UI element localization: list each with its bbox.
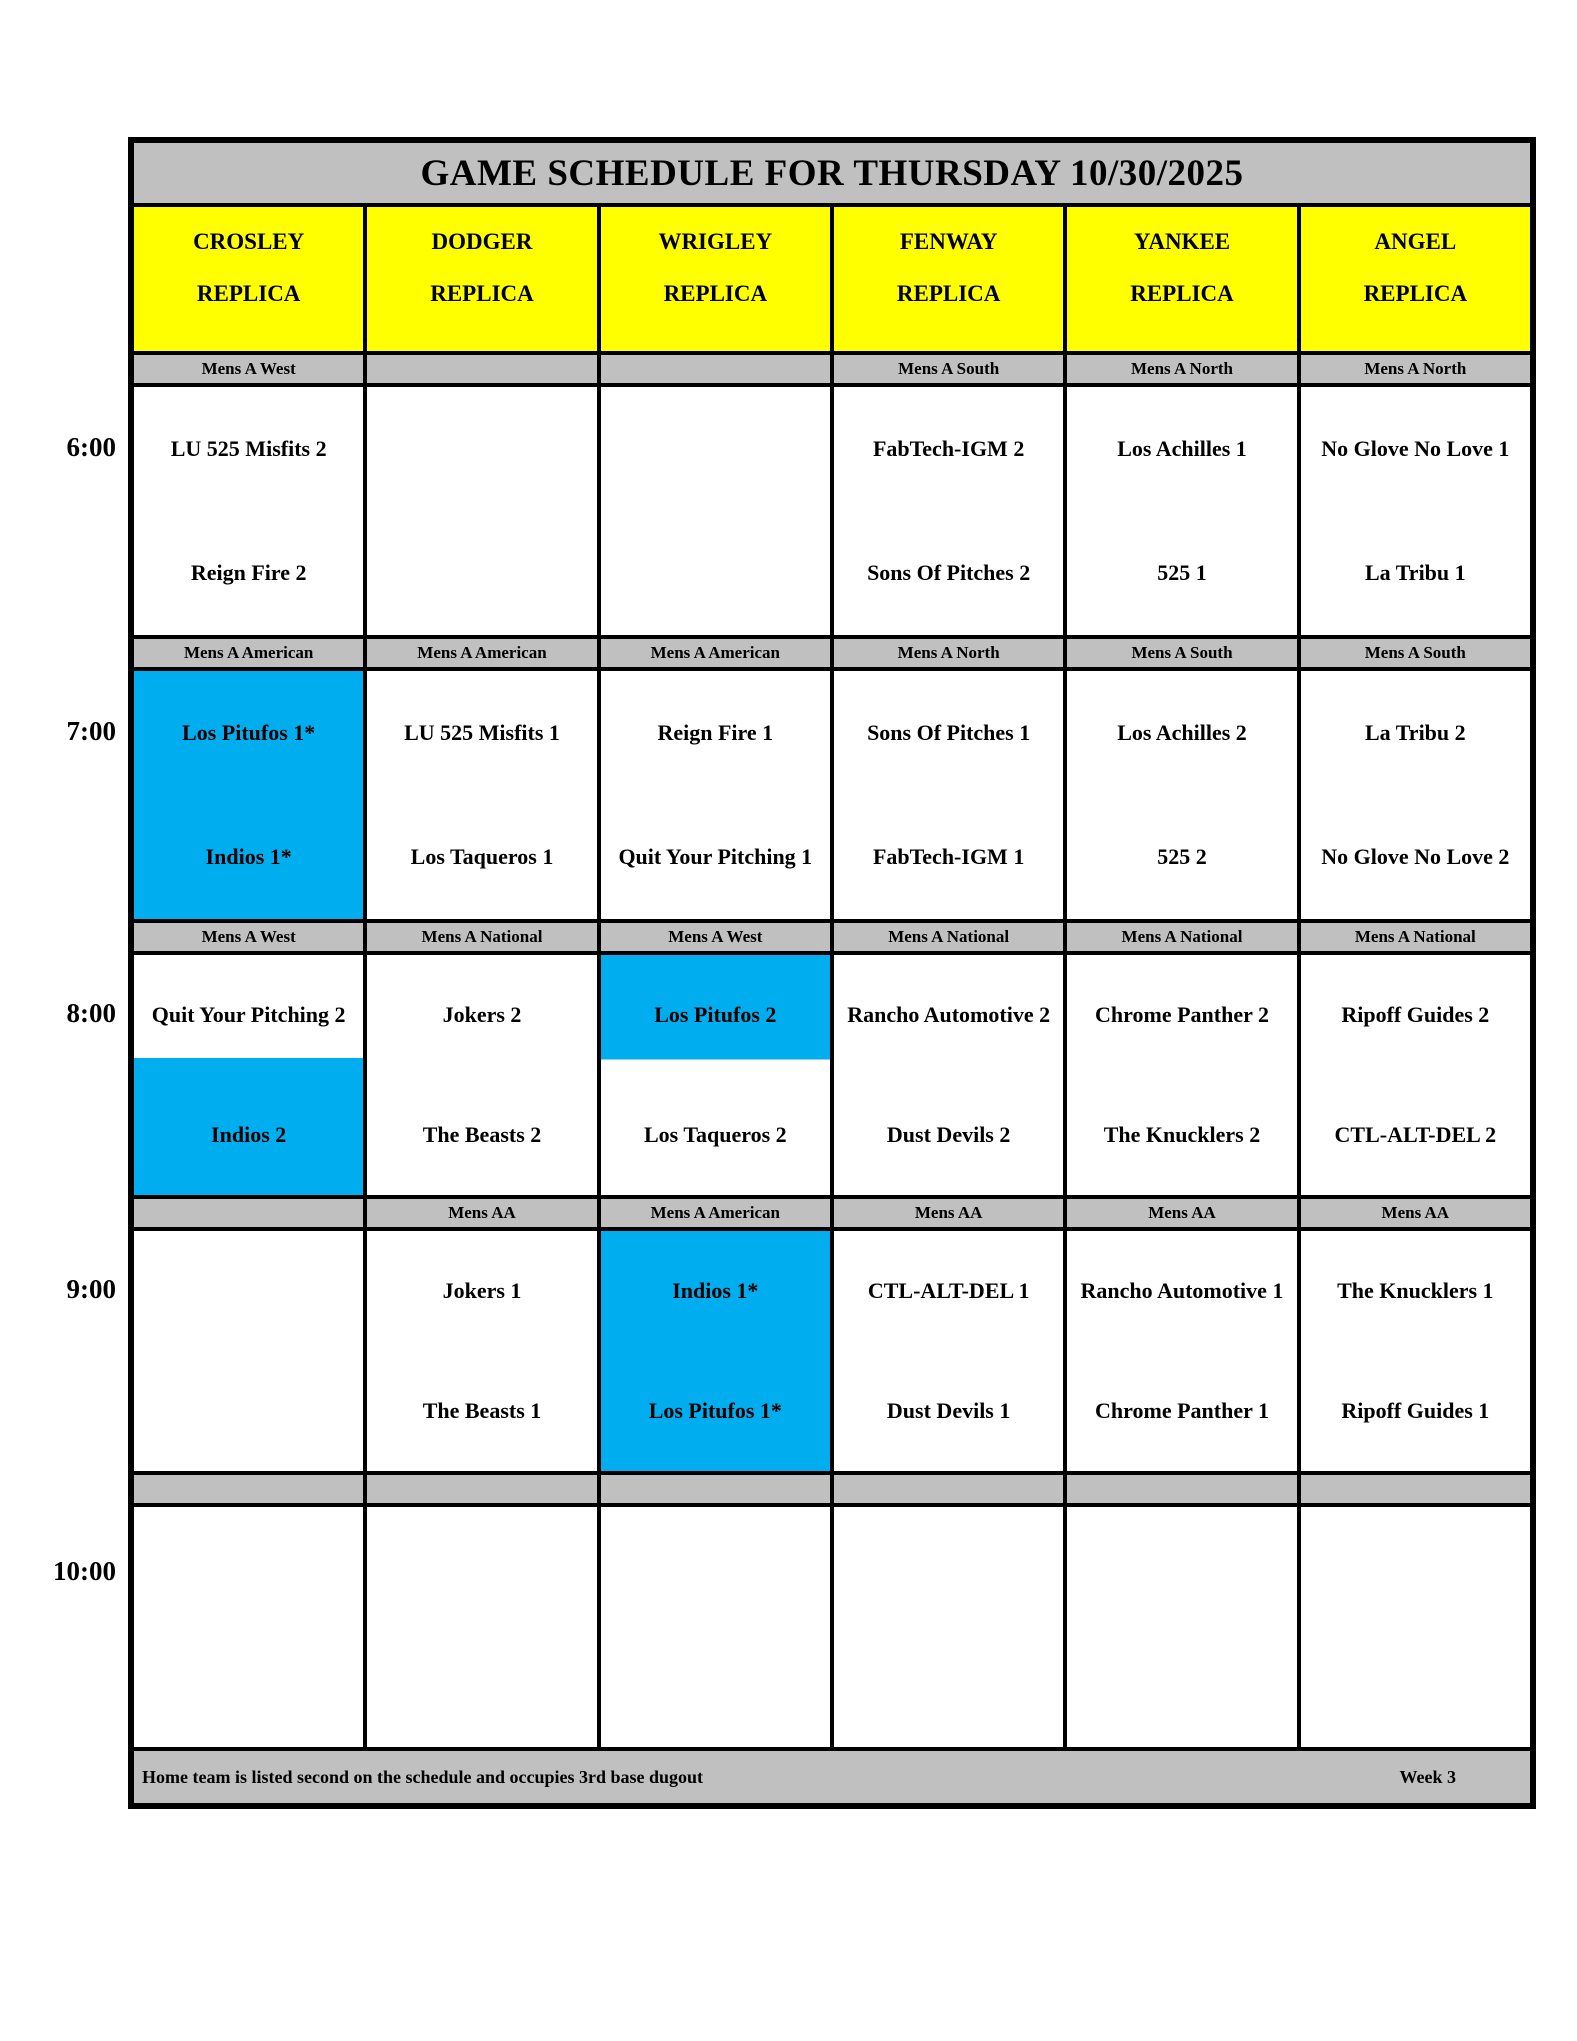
away-team: Sons Of Pitches 1 bbox=[867, 719, 1031, 745]
week-label: Week 3 bbox=[1399, 1766, 1456, 1787]
home-team bbox=[134, 1351, 363, 1471]
away-team: Jokers 1 bbox=[442, 1277, 522, 1303]
home-team: Indios 1* bbox=[205, 843, 292, 869]
field-header-wrigley bbox=[601, 207, 830, 351]
division-cell: Mens AA bbox=[834, 1199, 1063, 1227]
away-team: Rancho Automotive 2 bbox=[847, 1001, 1051, 1027]
game-cell bbox=[1067, 955, 1296, 1195]
game-cell bbox=[1067, 1507, 1296, 1747]
field-sub: REPLICA bbox=[663, 281, 768, 306]
away-team: Ripoff Guides 2 bbox=[1341, 1001, 1490, 1027]
home-team bbox=[601, 1627, 830, 1747]
away-team: La Tribu 2 bbox=[1364, 719, 1466, 745]
field-name: ANGEL bbox=[1374, 229, 1457, 254]
division-cell: Mens A North bbox=[834, 639, 1063, 667]
away-team: Quit Your Pitching 2 bbox=[134, 955, 363, 1075]
division-cell: Mens A West bbox=[134, 355, 363, 383]
away-team: Los Pitufos 2 bbox=[601, 955, 830, 1075]
game-cell bbox=[834, 1507, 1063, 1747]
division-cell: Mens A American bbox=[134, 639, 363, 667]
field-name: CROSLEY bbox=[193, 229, 305, 254]
time-label-7: 7:00 bbox=[66, 716, 116, 746]
game-cell bbox=[601, 955, 830, 1195]
footer-bar bbox=[134, 1751, 1530, 1803]
time-label-9: 9:00 bbox=[66, 1274, 116, 1304]
time-label-8: 8:00 bbox=[66, 998, 116, 1028]
division-cell: Mens A National bbox=[367, 923, 596, 951]
away-team: LU 525 Misfits 1 bbox=[404, 719, 560, 745]
home-team: Los Pitufos 1* bbox=[648, 1397, 782, 1423]
footer-note: Home team is listed second on the schedule and occupies 3rd base dugout bbox=[142, 1766, 704, 1787]
game-cell bbox=[134, 671, 363, 919]
division-cell: Mens A South bbox=[1301, 639, 1530, 667]
away-team: Los Pitufos 1* bbox=[182, 719, 316, 745]
home-team: The Knucklers 2 bbox=[1103, 1121, 1261, 1147]
field-sub: REPLICA bbox=[430, 281, 534, 306]
game-cell bbox=[367, 387, 596, 635]
home-team: CTL-ALT-DEL 2 bbox=[1334, 1121, 1497, 1147]
home-team: FabTech-IGM 1 bbox=[872, 843, 1025, 869]
away-team: LU 525 Misfits 2 bbox=[170, 435, 327, 461]
game-cell bbox=[367, 955, 596, 1195]
field-sub: REPLICA bbox=[196, 281, 301, 306]
game-cell bbox=[1067, 387, 1296, 635]
division-cell: Mens A South bbox=[1067, 639, 1296, 667]
division-cell bbox=[367, 1475, 596, 1503]
away-team bbox=[601, 387, 830, 511]
home-team: Chrome Panther 1 bbox=[1095, 1397, 1269, 1423]
field-header-dodger bbox=[367, 207, 596, 351]
home-team: Dust Devils 2 bbox=[886, 1121, 1011, 1147]
home-team: La Tribu 1 bbox=[1364, 559, 1466, 585]
game-cell bbox=[1067, 1231, 1296, 1471]
game-cell bbox=[134, 1507, 363, 1747]
game-cell bbox=[601, 1231, 830, 1471]
division-cell: Mens A South bbox=[834, 355, 1063, 383]
field-name: WRIGLEY bbox=[658, 229, 773, 254]
division-cell bbox=[601, 1475, 830, 1503]
home-team: Dust Devils 1 bbox=[886, 1397, 1011, 1423]
home-team: Los Taqueros 2 bbox=[643, 1121, 787, 1147]
home-team bbox=[367, 511, 596, 635]
division-cell: Mens A National bbox=[1067, 923, 1296, 951]
away-team bbox=[1301, 1507, 1530, 1627]
away-team: Los Achilles 2 bbox=[1117, 719, 1247, 745]
home-team: Reign Fire 2 bbox=[190, 559, 307, 585]
away-team bbox=[601, 1507, 830, 1627]
game-cell bbox=[601, 671, 830, 919]
away-team: The Knucklers 1 bbox=[1337, 1277, 1494, 1303]
game-cell bbox=[134, 1231, 363, 1471]
game-cell bbox=[367, 1507, 596, 1747]
field-sub: REPLICA bbox=[1130, 281, 1234, 306]
division-cell bbox=[834, 1475, 1063, 1503]
field-sub: REPLICA bbox=[896, 281, 1001, 306]
game-cell bbox=[1067, 671, 1296, 919]
game-cell bbox=[834, 1231, 1063, 1471]
field-sub: REPLICA bbox=[1363, 281, 1468, 306]
away-team bbox=[834, 1507, 1063, 1627]
game-cell bbox=[1301, 1507, 1530, 1747]
away-team: Indios 1* bbox=[672, 1277, 759, 1303]
game-cell bbox=[834, 671, 1063, 919]
division-cell: Mens A American bbox=[367, 639, 596, 667]
home-team bbox=[1067, 1627, 1296, 1747]
game-cell bbox=[367, 671, 596, 919]
division-cell: Mens A North bbox=[1301, 355, 1530, 383]
time-label-10: 10:00 bbox=[53, 1556, 116, 1586]
home-team: Sons Of Pitches 2 bbox=[867, 559, 1031, 585]
division-cell bbox=[1301, 1475, 1530, 1503]
away-team: Los Achilles 1 bbox=[1117, 435, 1247, 461]
field-name: FENWAY bbox=[899, 229, 998, 254]
field-header-angel bbox=[1301, 207, 1530, 351]
away-team: Jokers 2 bbox=[442, 1001, 522, 1027]
division-cell bbox=[134, 1199, 363, 1227]
division-cell: Mens A North bbox=[1067, 355, 1296, 383]
home-team: The Beasts 1 bbox=[422, 1397, 542, 1423]
away-team: No Glove No Love 1 bbox=[1321, 435, 1510, 461]
game-cell bbox=[834, 387, 1063, 635]
home-team: Los Taqueros 1 bbox=[410, 843, 554, 869]
home-team: Ripoff Guides 1 bbox=[1341, 1397, 1490, 1423]
game-cell bbox=[601, 1507, 830, 1747]
schedule-title: GAME SCHEDULE FOR THURSDAY 10/30/2025 bbox=[134, 143, 1530, 203]
division-cell bbox=[367, 355, 596, 383]
division-cell: Mens AA bbox=[1067, 1199, 1296, 1227]
away-team bbox=[134, 1231, 363, 1351]
game-cell bbox=[1301, 387, 1530, 635]
game-cell bbox=[601, 387, 830, 635]
division-cell bbox=[1067, 1475, 1296, 1503]
field-header-fenway bbox=[834, 207, 1063, 351]
away-team: FabTech-IGM 2 bbox=[872, 435, 1025, 461]
away-team bbox=[367, 1507, 596, 1627]
home-team bbox=[834, 1627, 1063, 1747]
division-cell: Mens A West bbox=[134, 923, 363, 951]
home-team: The Beasts 2 bbox=[422, 1121, 542, 1147]
home-team: Indios 2 bbox=[134, 1075, 363, 1195]
time-label-6: 6:00 bbox=[66, 432, 116, 462]
division-cell: Mens A National bbox=[834, 923, 1063, 951]
away-team bbox=[1067, 1507, 1296, 1627]
game-cell bbox=[1301, 1231, 1530, 1471]
home-team bbox=[367, 1627, 596, 1747]
home-team bbox=[601, 511, 830, 635]
home-team bbox=[1301, 1627, 1530, 1747]
away-team bbox=[367, 387, 596, 511]
away-team: Chrome Panther 2 bbox=[1095, 1001, 1269, 1027]
division-cell: Mens A American bbox=[601, 639, 830, 667]
home-team bbox=[134, 1627, 363, 1747]
away-team: CTL-ALT-DEL 1 bbox=[867, 1277, 1030, 1303]
division-cell: Mens AA bbox=[1301, 1199, 1530, 1227]
field-name: YANKEE bbox=[1133, 229, 1231, 254]
game-cell bbox=[367, 1231, 596, 1471]
away-team: Rancho Automotive 1 bbox=[1080, 1277, 1284, 1303]
schedule-table bbox=[128, 137, 1536, 1809]
field-name: DODGER bbox=[431, 229, 533, 254]
division-cell bbox=[601, 355, 830, 383]
division-cell bbox=[134, 1475, 363, 1503]
home-team: 525 2 bbox=[1157, 843, 1207, 869]
home-team: Quit Your Pitching 1 bbox=[618, 843, 813, 869]
field-header-yankee bbox=[1067, 207, 1296, 351]
away-team bbox=[134, 1507, 363, 1627]
away-team: Reign Fire 1 bbox=[657, 719, 774, 745]
game-cell bbox=[1301, 671, 1530, 919]
division-cell: Mens A National bbox=[1301, 923, 1530, 951]
field-header-crosley bbox=[134, 207, 363, 351]
game-cell bbox=[1301, 955, 1530, 1195]
home-team: 525 1 bbox=[1157, 559, 1207, 585]
division-cell: Mens AA bbox=[367, 1199, 596, 1227]
game-cell bbox=[134, 955, 363, 1195]
division-cell: Mens A West bbox=[601, 923, 830, 951]
home-team: No Glove No Love 2 bbox=[1321, 843, 1510, 869]
division-cell: Mens A American bbox=[601, 1199, 830, 1227]
game-cell bbox=[834, 955, 1063, 1195]
game-cell bbox=[134, 387, 363, 635]
